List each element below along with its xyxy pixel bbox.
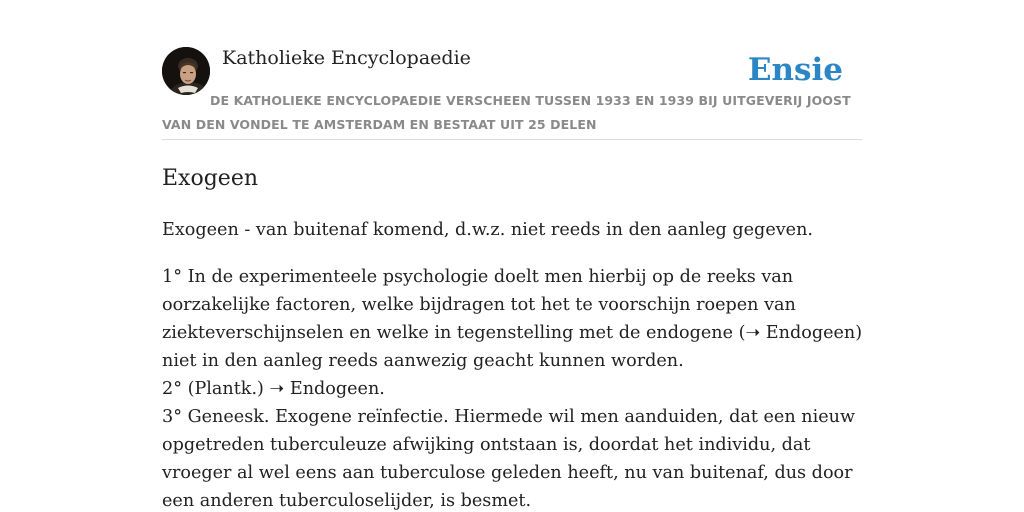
site-description: DE KATHOLIEKE ENCYCLOPAEDIE VERSCHEEN TUSSEN 1933 EN 1939 BIJ UITGEVERIJ JOOST VAN DEN VONDEL TE AMSTERDAM EN BESTAAT UIT 25 DELEN xyxy=(162,93,851,132)
entry-title: Exogeen xyxy=(162,166,259,191)
portrait-image xyxy=(162,47,210,95)
entry-article xyxy=(162,216,864,512)
entry-definitions xyxy=(162,263,864,512)
entry-intro: Exogeen - van buitenaf komend, d.w.z. niet reeds in den aanleg gegeven. xyxy=(162,220,814,240)
portrait-avatar-icon[interactable] xyxy=(162,47,210,95)
definition-medicine: 3° Geneesk. Exogene reïnfectie. Hiermede wil men aanduiden, dat een nieuw opgetreden tuberculeuze afwijking ontstaan is, doordat het individu, dat vroeger al wel eens aan tuberculose geleden heeft, nu van buitenaf, dus door een anderen tuberculoselijder, is besmet. xyxy=(162,407,856,511)
definition-botany: 2° (Plantk.) ➝ Endogeen. xyxy=(162,379,385,399)
definition-psychology: 1° In de experimenteele psychologie doelt men hierbij op de reeks van oorzakelijke factoren, welke bijdragen tot het te voorschijn roepen van ziekteverschijnselen en welke in tegenstelling met de endogene (➝ Endogeen) niet in den aanleg reeds aanwezig geacht kunnen worden. xyxy=(162,267,863,371)
header-divider xyxy=(162,139,862,140)
site-title[interactable]: Katholieke Encyclopaedie xyxy=(222,47,471,69)
brand-logo-link[interactable]: Ensie xyxy=(747,52,843,88)
